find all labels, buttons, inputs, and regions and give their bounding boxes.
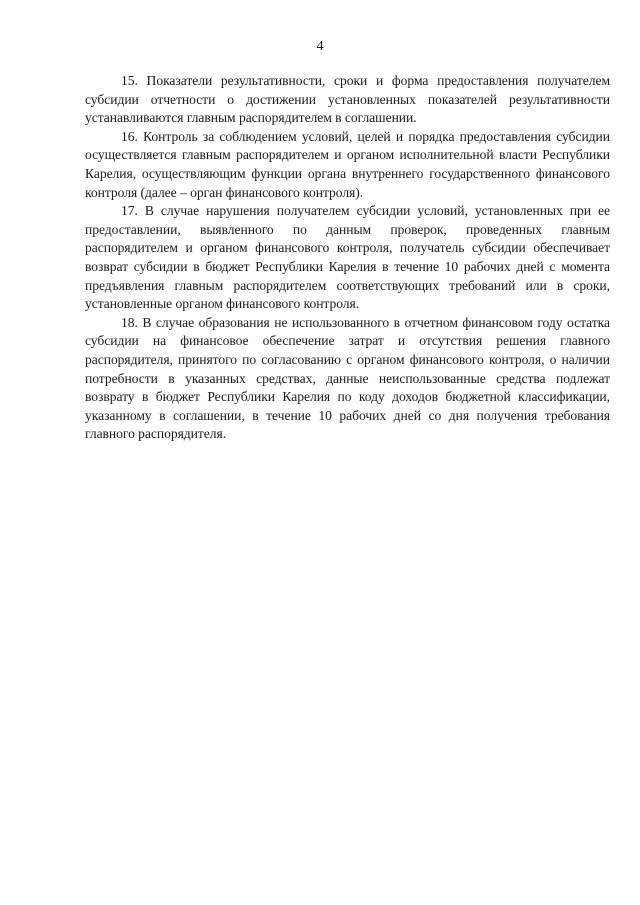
paragraph-16: 16. Контроль за соблюдением условий, целей и порядка предоставления субсидии осуществляется главным распорядителем и органом исполнительной власти Республики Карелия, осуществляющим функции органа внутреннего государственного финансового контроля (далее – орган финансового контроля). (85, 128, 610, 200)
document-body (85, 72, 610, 444)
paragraph-17: 17. В случае нарушения получателем субсидии условий, установленных при ее предоставлении, выявленного по данным проверок, проведенных главным распорядителем и органом финансового контроля, получатель субсидии обеспечивает возврат субсидии в бюджет Республики Карелия в течение 10 рабочих дней с момента предъявления главным распорядителем соответствующих требований или в сроки, установленные органом финансового контроля. (85, 203, 610, 312)
paragraph-15: 15. Показатели результативности, сроки и форма предоставления получателем субсидии отчетности о достижении установленных показателей результативности устанавливаются главным распорядителем в соглашении. (85, 73, 610, 126)
page-number: 4 (316, 39, 324, 54)
paragraph-18: 18. В случае образования не использованного в отчетном финансовом году остатка субсидии на финансовое обеспечение затрат и отсутствия решения главного распорядителя, принятого по согласованию с органом финансового контроля, о наличии потребности в указанных средствах, данные неиспользованные средства подлежат возврату в бюджет Республики Карелия по коду доходов бюджетной классификации, указанному в соглашении, в течение 10 рабочих дней со дня получения требования главного распорядителя. (85, 314, 610, 442)
